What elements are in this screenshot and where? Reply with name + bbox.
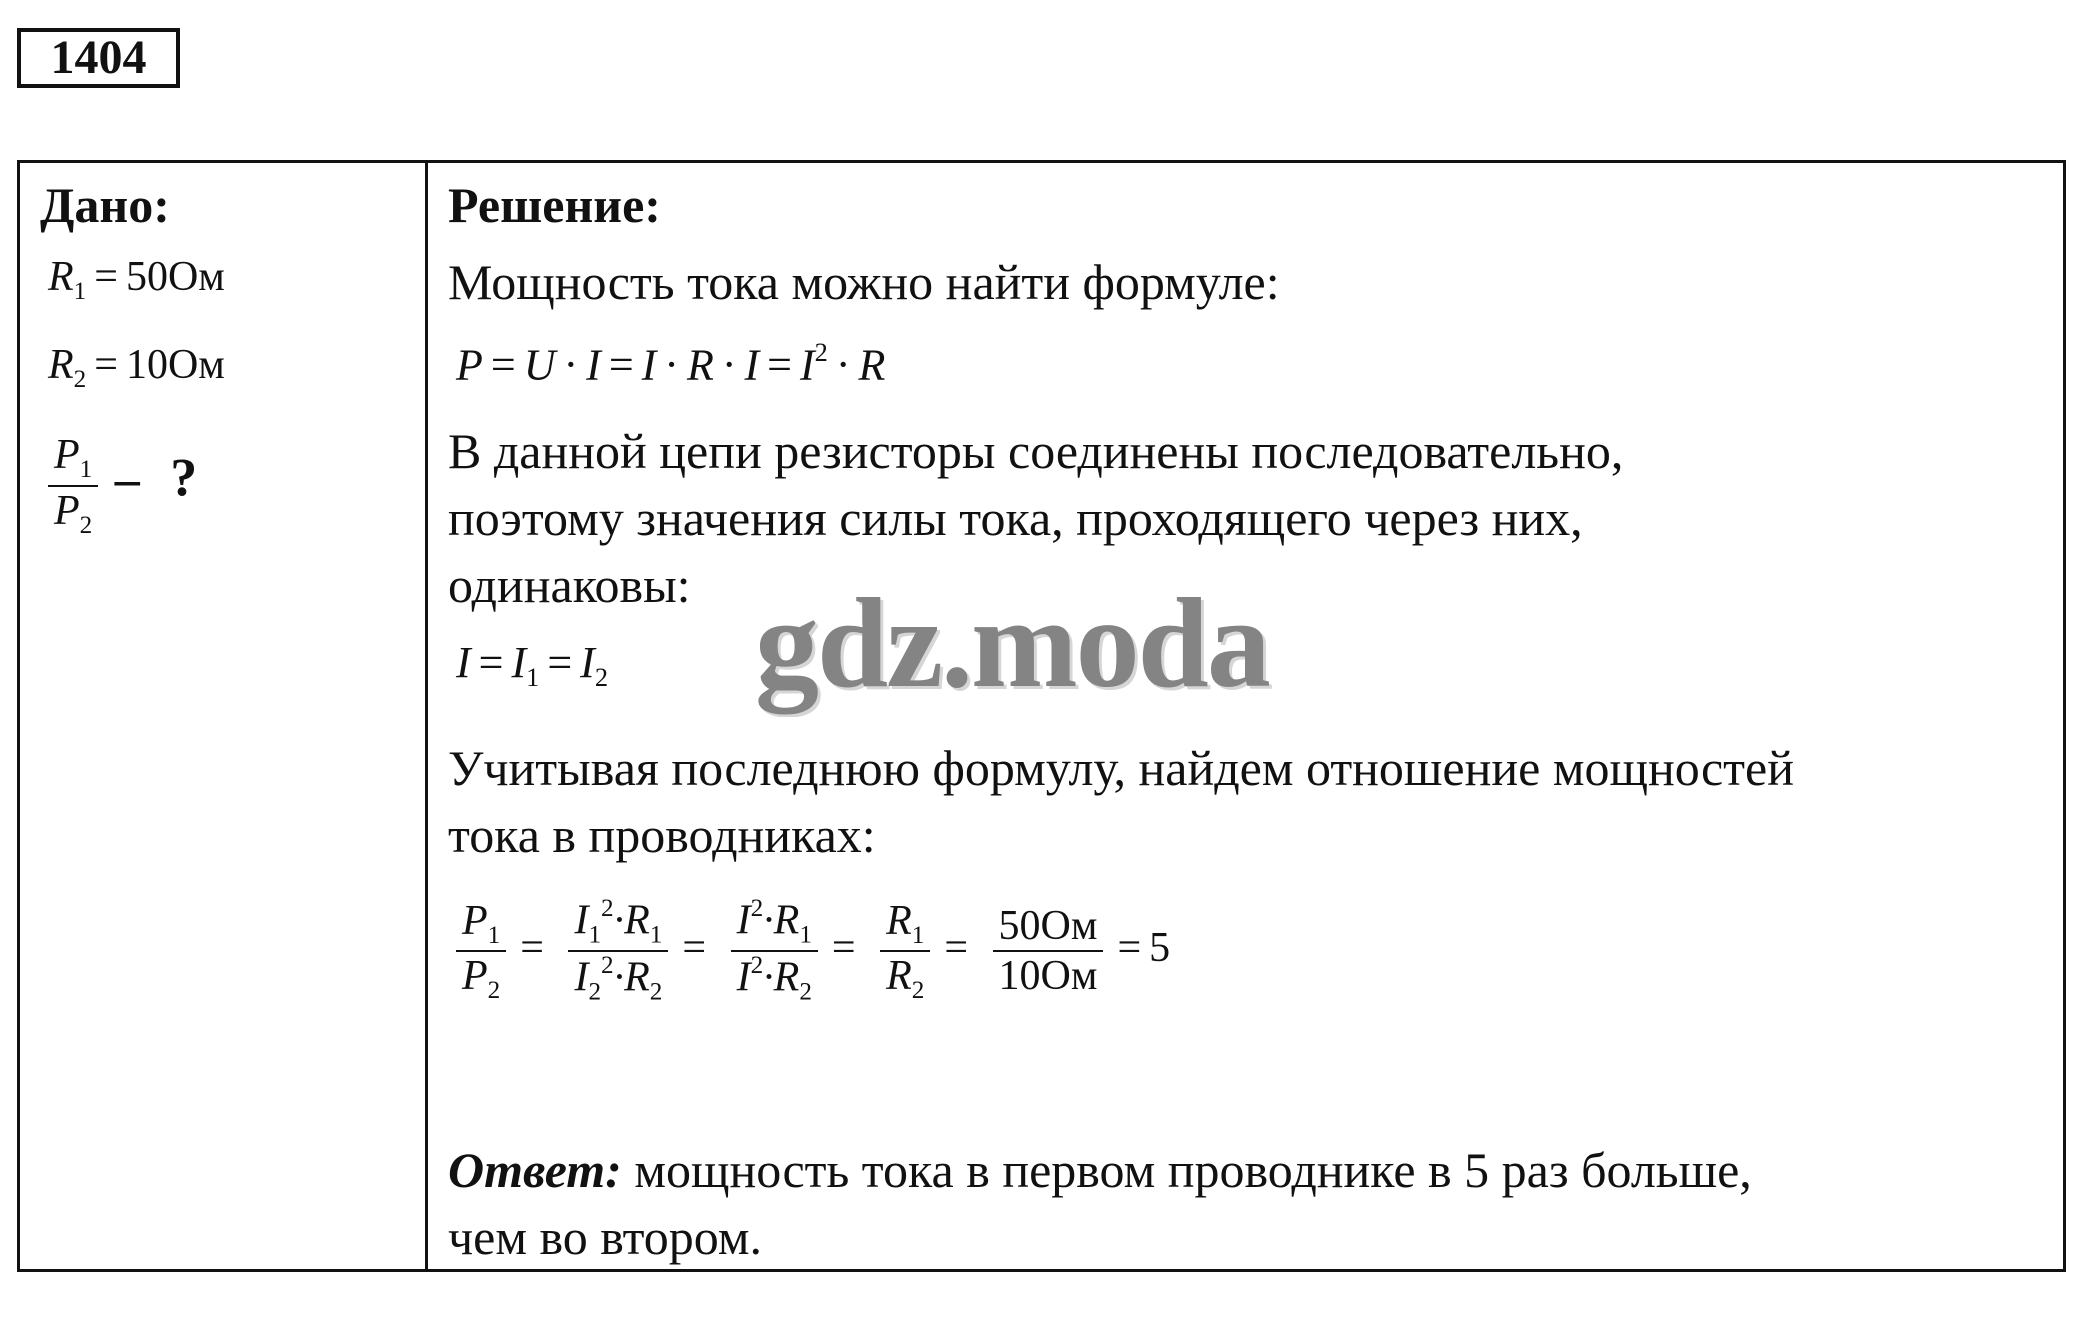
solution-column bbox=[428, 163, 2063, 1269]
solution-line-3: поэтому значения силы тока, проходящего через них, bbox=[448, 490, 1583, 546]
solution-heading: Решение: bbox=[448, 177, 661, 233]
answer-line-1: Ответ: мощность тока в первом проводнике в 5 раз больше, bbox=[448, 1142, 1752, 1198]
watermark-logo: gdz.moda bbox=[755, 572, 1269, 714]
given-unknown: $\frac{P_1}{P_2}$ – ? bbox=[42, 431, 197, 541]
formula-power: $P = U \cdot I = I \cdot R \cdot I = I^2 \cdot R$ bbox=[456, 337, 886, 390]
solution-line-6: тока в проводниках: bbox=[448, 807, 876, 863]
problem-number: 1404 bbox=[17, 28, 180, 88]
formula-ratio: $\frac{P_1}{P_2}$ = $\frac{I_1^2\cdot R_1}{I_2^2\cdot R_2}$ = $\frac{I^2\cdot R_1}{I^2\cdot R_2}$ = $\frac{R_1}{R_2}$ = $\frac{50Ом}{10Ом}$ = 5 bbox=[450, 895, 1170, 1008]
solution-table bbox=[17, 160, 2066, 1272]
solution-line-1: Мощность тока можно найти формуле: bbox=[448, 254, 1280, 310]
formula-current: $I = I_1 = I_2$ bbox=[456, 638, 609, 693]
given-r1: $R_1 = 50Ом$ bbox=[48, 254, 225, 305]
answer-line-2: чем во втором. bbox=[448, 1209, 762, 1265]
solution-line-4: одинаковы: bbox=[448, 557, 691, 613]
given-heading: Дано: bbox=[40, 177, 170, 233]
given-column bbox=[20, 163, 425, 1269]
given-r2: $R_2 = 10Ом$ bbox=[48, 342, 225, 393]
solution-line-5: Учитывая последнюю формулу, найдем отношение мощностей bbox=[448, 740, 1794, 796]
solution-line-2: В данной цепи резисторы соединены последовательно, bbox=[448, 423, 1624, 479]
